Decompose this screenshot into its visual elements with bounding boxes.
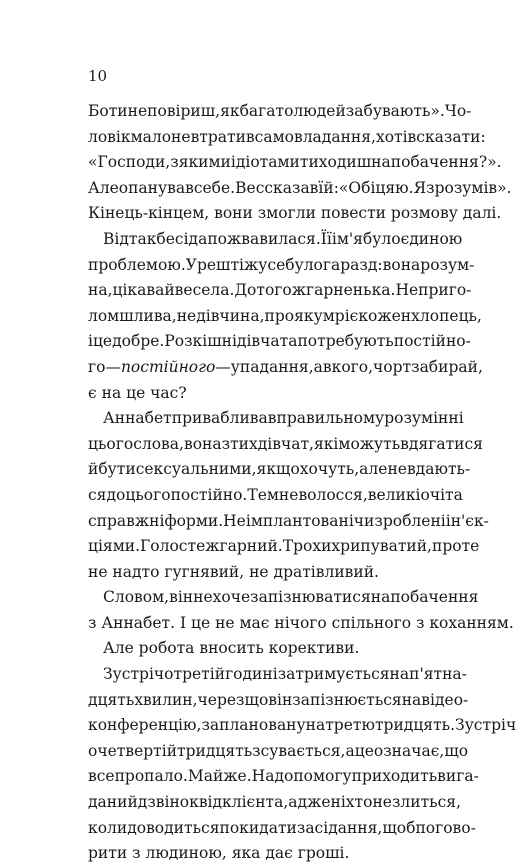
text-line: з Аннабет. І це не має нічого спільного з коханням.: [88, 613, 514, 632]
text-line: ся до цього постійно. Темне волосся, великі очі та: [88, 485, 463, 504]
text-line: Кінець-кінцем, вони змогли повести розмову далі.: [88, 204, 502, 223]
text-line: і це добре. Розкішні дівчата потребують постійно-: [88, 332, 471, 351]
text-line: Аннабет приваблива в правильному розумінні: [103, 409, 464, 428]
text-line: Але робота вносить корективи.: [103, 639, 360, 658]
page-number: 10: [88, 67, 108, 85]
text-line: ціями. Голос теж гарний. Трохи хрипуватий, проте: [88, 537, 480, 556]
text-line: цього слова, вона з тих дівчат, які можуть вдягатися: [88, 434, 483, 453]
text-line: дцять хвилин, через що він запізнюється на відео-: [88, 690, 469, 709]
text-line: Відтак бесіда пожвавилася. Її ім'я було єдиною: [103, 229, 463, 248]
text-line: справжні форми. Не імплантовані чи зроблені ін'єк-: [88, 511, 489, 530]
text-line: Зустріч о третій годині затримується на п'ятна-: [103, 665, 467, 684]
text-line: конференцію, заплановану на третю тридцять. Зустріч: [88, 716, 516, 735]
text-line: є на це час?: [88, 383, 187, 402]
text-line: на, цікава й весела. До того ж гарненька. Не приго-: [88, 281, 472, 300]
text-line: даний дзвінок від клієнта, адже ніхто не злиться,: [88, 793, 461, 812]
text-line: «Господи, з якими ідіотами ти ходиш на побачення?».: [88, 153, 502, 172]
text-line: рити з людиною, яка дає гроші.: [88, 844, 350, 863]
text-line: проблемою. У решті ж усе було гаразд: вона розум-: [88, 255, 475, 274]
text-line: й бути сексуальними, якщо хочуть, але не вдають-: [88, 460, 471, 479]
text-line: Словом, він не хоче запізнюватися на побачення: [103, 588, 479, 607]
text-line: ловік мало не втратив самовладання, хотів сказати:: [88, 127, 486, 146]
text-line: го — постійного — упадання, а в кого, чорт забирай,: [88, 357, 483, 376]
text-line: коли доводиться покидати засідання, щоб поговo-: [88, 818, 476, 837]
text-line: Бо ти не повіриш, як багато людей забувають». Чо-: [88, 102, 472, 120]
text-line: о четвертій тридцять зсувається, а це означає, що: [88, 741, 469, 760]
text-line: ломшлива, не дівчина, про яку мріє кожен хлопець,: [88, 306, 482, 325]
text-line: все пропало. Майже. На допомогу приходить вига-: [88, 767, 479, 786]
text-line: Але опанував себе. Вес сказав їй: «Обіцяю. Я зрозумів».: [88, 178, 512, 197]
body-text: [88, 99, 516, 867]
text-line: не надто гугнявий, не дратівливий.: [88, 562, 379, 581]
